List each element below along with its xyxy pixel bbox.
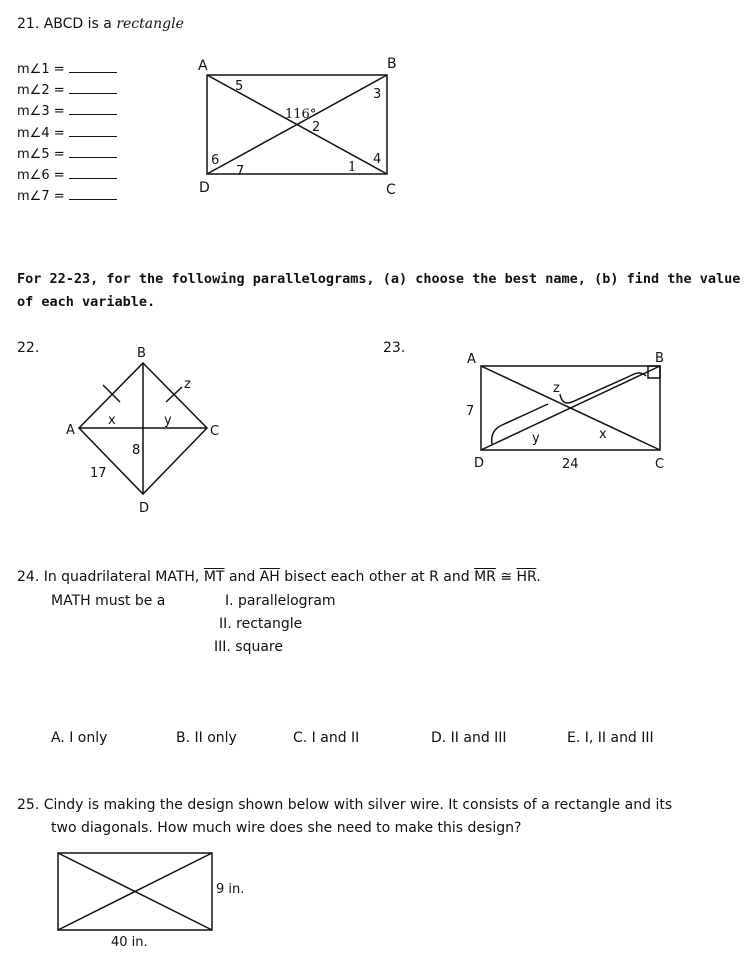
- choice-e[interactable]: E. I, II and III: [567, 730, 654, 746]
- congruent-symbol: ≅: [500, 569, 513, 585]
- q21-heading-em: rectangle: [116, 16, 184, 32]
- choice-c[interactable]: C. I and II: [293, 730, 360, 746]
- label-z: z: [553, 381, 560, 396]
- label-x: x: [599, 427, 607, 442]
- vertex-d: D: [474, 456, 485, 471]
- rectangle-q23-figure: [0, 330, 756, 490]
- right-angle-marker: [648, 366, 660, 378]
- choice-a[interactable]: A. I only: [51, 730, 108, 746]
- q21-heading: 21. ABCD is a rectangle: [17, 16, 184, 32]
- q24-option-1: I. parallelogram: [225, 593, 336, 609]
- angle-label-5: 5: [235, 79, 244, 94]
- vertex-c: C: [655, 457, 665, 472]
- angle-row-5: m∠5 =: [17, 145, 117, 162]
- angle-row-4: m∠4 =: [17, 124, 117, 141]
- vertex-b: B: [137, 346, 146, 361]
- vertex-c: C: [210, 424, 220, 439]
- segment-mt: $\overline{MT}$: [203, 569, 225, 585]
- label-17: 17: [90, 466, 107, 481]
- vertex-c: C: [386, 182, 396, 198]
- q25-line-1: 25. Cindy is making the design shown below with silver wire. It consists of a rectangle and its: [17, 797, 673, 813]
- vertex-b: B: [387, 56, 397, 72]
- label-x: x: [108, 413, 116, 428]
- angle-label-1: 1: [348, 160, 357, 175]
- q22-number: 22.: [17, 340, 40, 356]
- angle-row-1: m∠1 =: [17, 60, 117, 77]
- q23-number: 23.: [383, 340, 406, 356]
- choice-b[interactable]: B. II only: [176, 730, 237, 746]
- bracket-z: [560, 373, 646, 403]
- vertex-a: A: [198, 58, 208, 74]
- label-8: 8: [132, 443, 141, 458]
- instructions-line-1: For 22-23, for the following parallelograms, (a) choose the best name, (b) find the value: [17, 271, 741, 287]
- height-label: 9 in.: [216, 882, 245, 897]
- angle-row-6: m∠6 =: [17, 166, 117, 183]
- wire-design-figure: [0, 845, 300, 965]
- angle-label-4: 4: [373, 152, 382, 167]
- label-y: y: [532, 431, 540, 446]
- segment-mr: $\overline{MR}$: [474, 569, 496, 585]
- label-y: y: [164, 413, 172, 428]
- vertex-a: A: [66, 423, 75, 438]
- vertex-b: B: [655, 351, 664, 366]
- q24-option-2: II. rectangle: [219, 616, 303, 632]
- q24-option-3: III. square: [214, 639, 283, 655]
- angle-row-3: m∠3 =: [17, 102, 117, 119]
- vertex-d: D: [199, 180, 210, 196]
- angle-label-7: 7: [236, 164, 245, 179]
- angle-label-6: 6: [211, 153, 220, 168]
- q25-line-2: two diagonals. How much wire does she need to make this design?: [51, 820, 522, 836]
- label-24: 24: [562, 457, 579, 472]
- label-z: z: [184, 377, 191, 392]
- instructions-line-2: of each variable.: [17, 294, 156, 310]
- q24-line-2: MATH must be a: [51, 593, 166, 609]
- angle-row-7: m∠7 =: [17, 187, 117, 204]
- segment-ah: $\overline{AH}$: [259, 569, 280, 585]
- q24-line-1: 24. In quadrilateral MATH, $\overline{MT}$ and $\overline{AH}$ bisect each other at R and $\overline{MR}$ ≅ $\overline{HR}$.: [17, 569, 541, 585]
- vertex-d: D: [139, 501, 150, 516]
- angle-label-3: 3: [373, 87, 382, 102]
- vertex-a: A: [467, 352, 476, 367]
- angle-label-116: 116°: [285, 107, 317, 122]
- angle-row-2: m∠2 =: [17, 81, 117, 98]
- rectangle-abcd-figure: [0, 0, 756, 230]
- label-7: 7: [466, 404, 475, 419]
- angle-label-2: 2: [312, 120, 321, 135]
- choice-d[interactable]: D. II and III: [431, 730, 507, 746]
- segment-hr: $\overline{HR}$: [516, 569, 537, 585]
- width-label: 40 in.: [111, 935, 148, 950]
